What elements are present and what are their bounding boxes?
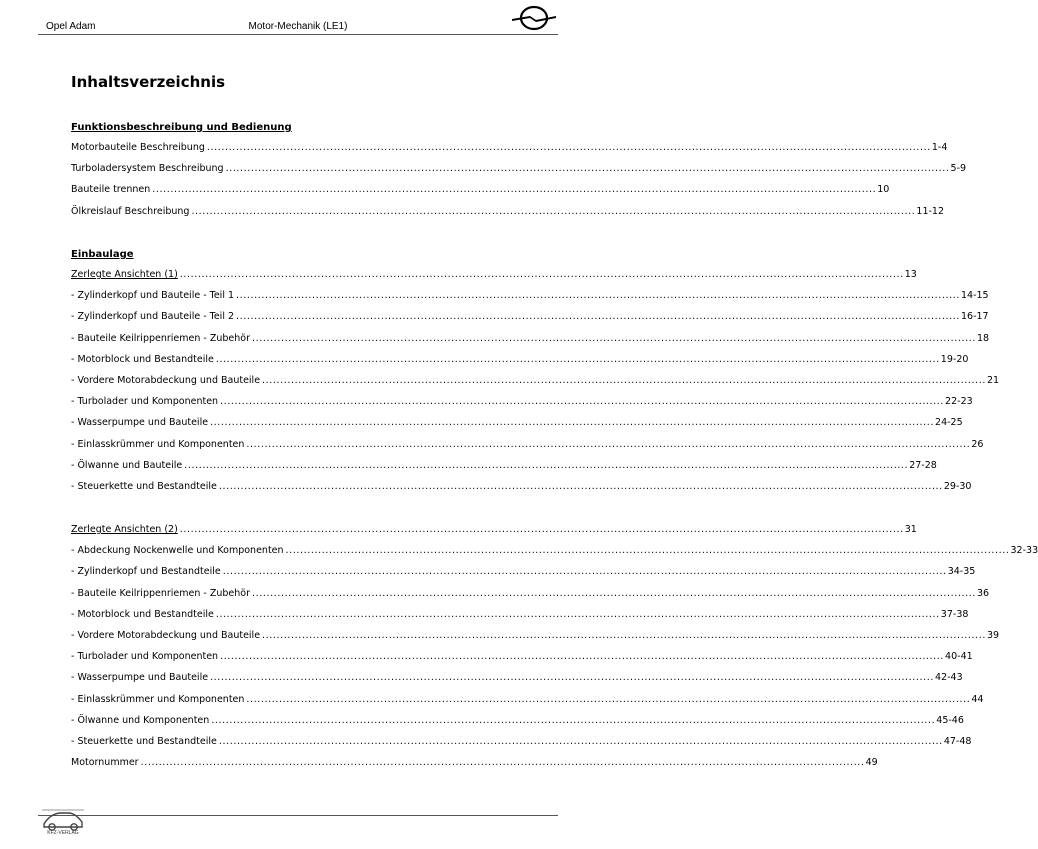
toc-entry[interactable] <box>71 587 990 600</box>
toc-entry[interactable] <box>71 332 990 345</box>
toc-entry-page: 29-30 <box>943 481 972 492</box>
toc-leader-dots: ........................................................................................................................................................................................................ <box>179 524 904 535</box>
toc-entry-label: - Einlasskrümmer und Komponenten <box>71 438 245 450</box>
toc-entry-page: 24-25 <box>935 417 963 429</box>
toc-leader-dots: ........................................................................................................................................................................................................ <box>262 630 987 641</box>
toc-entry[interactable] <box>71 459 937 472</box>
toc-entry-page: 11-12 <box>916 205 945 217</box>
toc-entry-label: - Steuerkette und Bestandteile <box>71 736 217 747</box>
toc-entry[interactable] <box>71 374 1000 387</box>
toc-leader-dots: ........................................................................................................................................................................................................ <box>246 438 971 450</box>
toc-entry-label: Motorbauteile Beschreibung <box>71 142 205 153</box>
toc-entry-label: Zerlegte Ansichten (2) <box>71 524 178 535</box>
toc-entry-page: 27-28 <box>909 459 937 471</box>
toc-leader-dots: ........................................................................................................................................................................................................ <box>179 269 904 280</box>
toc-entry-label: - Vordere Motorabdeckung und Bauteile <box>71 375 261 386</box>
toc-leader-dots: ........................................................................................................................................................................................................ <box>218 736 943 747</box>
toc-entry[interactable] <box>71 714 964 727</box>
toc-entry[interactable] <box>71 608 969 621</box>
toc-leader-dots: ........................................................................................................................................................................................................ <box>218 481 943 492</box>
page-heading: Inhaltsverzeichnis <box>71 73 226 91</box>
toc-entry-page: 45-46 <box>936 714 964 726</box>
toc-leader-dots: ........................................................................................................................................................................................................ <box>225 163 950 175</box>
section-title-funktion: Funktionsbeschreibung und Bedienung <box>71 122 292 133</box>
toc-entry-label: - Turbolader und Komponenten <box>71 396 219 408</box>
page-header <box>38 18 558 35</box>
toc-entry-label: - Einlasskrümmer und Komponenten <box>71 693 245 705</box>
toc-entry-page: 47-48 <box>943 736 972 747</box>
toc-entry[interactable] <box>71 141 948 154</box>
toc-leader-dots: ........................................................................................................................................................................................................ <box>285 545 1010 557</box>
toc-entry-page: 32-33 <box>1010 545 1038 557</box>
toc-entry[interactable] <box>71 693 984 706</box>
toc-entry-page: 13 <box>904 269 917 280</box>
toc-entry-page: 14-15 <box>961 290 989 302</box>
toc-entry[interactable] <box>71 183 890 196</box>
toc-entry[interactable] <box>71 565 976 578</box>
toc-entry-page: 16-17 <box>961 311 989 323</box>
opel-blitz-logo-icon <box>510 4 558 34</box>
toc-leader-dots: ........................................................................................................................................................................................................ <box>236 290 960 302</box>
toc-entry[interactable] <box>71 756 878 769</box>
header-brand: Opel Adam <box>46 21 96 32</box>
toc-leader-dots: ........................................................................................................................................................................................................ <box>252 587 976 599</box>
toc-entry-label: - Steuerkette und Bestandteile <box>71 481 217 492</box>
toc-entry-label: - Bauteile Keilrippenriemen - Zubehör <box>71 587 250 599</box>
toc-entry[interactable] <box>71 289 989 302</box>
toc-entry-label: - Ölwanne und Bauteile <box>71 459 183 471</box>
toc-entry-label: - Zylinderkopf und Bauteile - Teil 1 <box>71 290 235 302</box>
toc-leader-dots: ........................................................................................................................................................................................................ <box>206 142 931 153</box>
toc-entry-page: 22-23 <box>945 396 973 408</box>
toc-entry-page: 26 <box>971 438 984 450</box>
toc-entry[interactable] <box>71 353 969 366</box>
toc-entry-label: - Bauteile Keilrippenriemen - Zubehör <box>71 332 250 344</box>
section-title-einbaulage: Einbaulage <box>71 249 134 260</box>
toc-entry[interactable] <box>71 310 989 323</box>
toc-entry[interactable] <box>71 735 972 748</box>
toc-entry-page: 1-4 <box>931 142 948 153</box>
toc-entry-label: - Motorblock und Bestandteile <box>71 353 214 365</box>
toc-entry-page: 31 <box>904 524 917 535</box>
toc-entry-page: 10 <box>877 184 890 196</box>
toc-entry[interactable] <box>71 629 1000 642</box>
toc-entry[interactable] <box>71 416 963 429</box>
toc-leader-dots: ........................................................................................................................................................................................................ <box>252 332 976 344</box>
toc-leader-dots: ........................................................................................................................................................................................................ <box>215 353 940 365</box>
toc-leader-dots: ........................................................................................................................................................................................................ <box>262 375 987 386</box>
toc-entry[interactable] <box>71 162 967 175</box>
toc-leader-dots: ........................................................................................................................................................................................................ <box>215 608 940 620</box>
toc-entry-page: 44 <box>971 693 984 705</box>
toc-entry[interactable] <box>71 268 917 281</box>
toc-leader-dots: ........................................................................................................................................................................................................ <box>191 205 916 217</box>
footer-divider <box>38 815 558 816</box>
toc-entry[interactable] <box>71 650 973 663</box>
toc-leader-dots: ........................................................................................................................................................................................................ <box>184 459 909 471</box>
toc-entry-page: 34-35 <box>947 566 976 578</box>
toc-leader-dots: ........................................................................................................................................................................................................ <box>236 311 960 323</box>
toc-entry-label: - Wasserpumpe und Bauteile <box>71 417 209 429</box>
toc-entry-label: - Turbolader und Komponenten <box>71 651 219 663</box>
toc-leader-dots: ........................................................................................................................................................................................................ <box>152 184 877 196</box>
toc-leader-dots: ........................................................................................................................................................................................................ <box>246 693 971 705</box>
toc-leader-dots: ........................................................................................................................................................................................................ <box>210 417 935 429</box>
toc-entry-page: 21 <box>987 375 1000 386</box>
toc-entry[interactable] <box>71 544 1038 557</box>
toc-entry-page: 40-41 <box>945 651 973 663</box>
toc-leader-dots: ........................................................................................................................................................................................................ <box>211 714 936 726</box>
toc-entry-label: Turboladersystem Beschreibung <box>71 163 224 175</box>
toc-leader-dots: ........................................................................................................................................................................................................ <box>220 396 945 408</box>
toc-entry[interactable] <box>71 438 984 451</box>
toc-entry-label: - Zylinderkopf und Bestandteile <box>71 566 221 578</box>
toc-entry-label: Zerlegte Ansichten (1) <box>71 269 178 280</box>
toc-entry-page: 37-38 <box>940 608 969 620</box>
toc-entry-page: 49 <box>865 757 878 769</box>
header-title: Motor-Mechanik (LE1) <box>248 21 348 32</box>
toc-entry[interactable] <box>71 395 973 408</box>
toc-entry-page: 18 <box>976 332 990 344</box>
footer-logo-text: KFZ-VERLAG <box>47 830 79 836</box>
toc-entry-label: - Abdeckung Nockenwelle und Komponenten <box>71 545 284 557</box>
toc-entry-label: - Ölwanne und Komponenten <box>71 714 210 726</box>
toc-entry[interactable] <box>71 523 917 536</box>
toc-entry-label: Ölkreislauf Beschreibung <box>71 205 190 217</box>
toc-entry-page: 5-9 <box>950 163 967 175</box>
toc-entry-page: 39 <box>987 630 1000 641</box>
toc-leader-dots: ........................................................................................................................................................................................................ <box>220 651 945 663</box>
toc-entry-page: 36 <box>976 587 990 599</box>
toc-leader-dots: ........................................................................................................................................................................................................ <box>140 757 865 769</box>
toc-entry-page: 42-43 <box>935 672 963 684</box>
toc-entry-label: - Motorblock und Bestandteile <box>71 608 214 620</box>
toc-entry-label: - Vordere Motorabdeckung und Bauteile <box>71 630 261 641</box>
toc-leader-dots: ........................................................................................................................................................................................................ <box>210 672 935 684</box>
toc-entry-label: - Wasserpumpe und Bauteile <box>71 672 209 684</box>
toc-entry[interactable] <box>71 671 963 684</box>
toc-entry-page: 19-20 <box>940 353 969 365</box>
toc-entry-label: - Zylinderkopf und Bauteile - Teil 2 <box>71 311 235 323</box>
toc-entry[interactable] <box>71 205 945 218</box>
toc-entry[interactable] <box>71 480 972 493</box>
toc-entry-label: Motornummer <box>71 757 139 769</box>
toc-leader-dots: ........................................................................................................................................................................................................ <box>222 566 947 578</box>
toc-entry-label: Bauteile trennen <box>71 184 151 196</box>
